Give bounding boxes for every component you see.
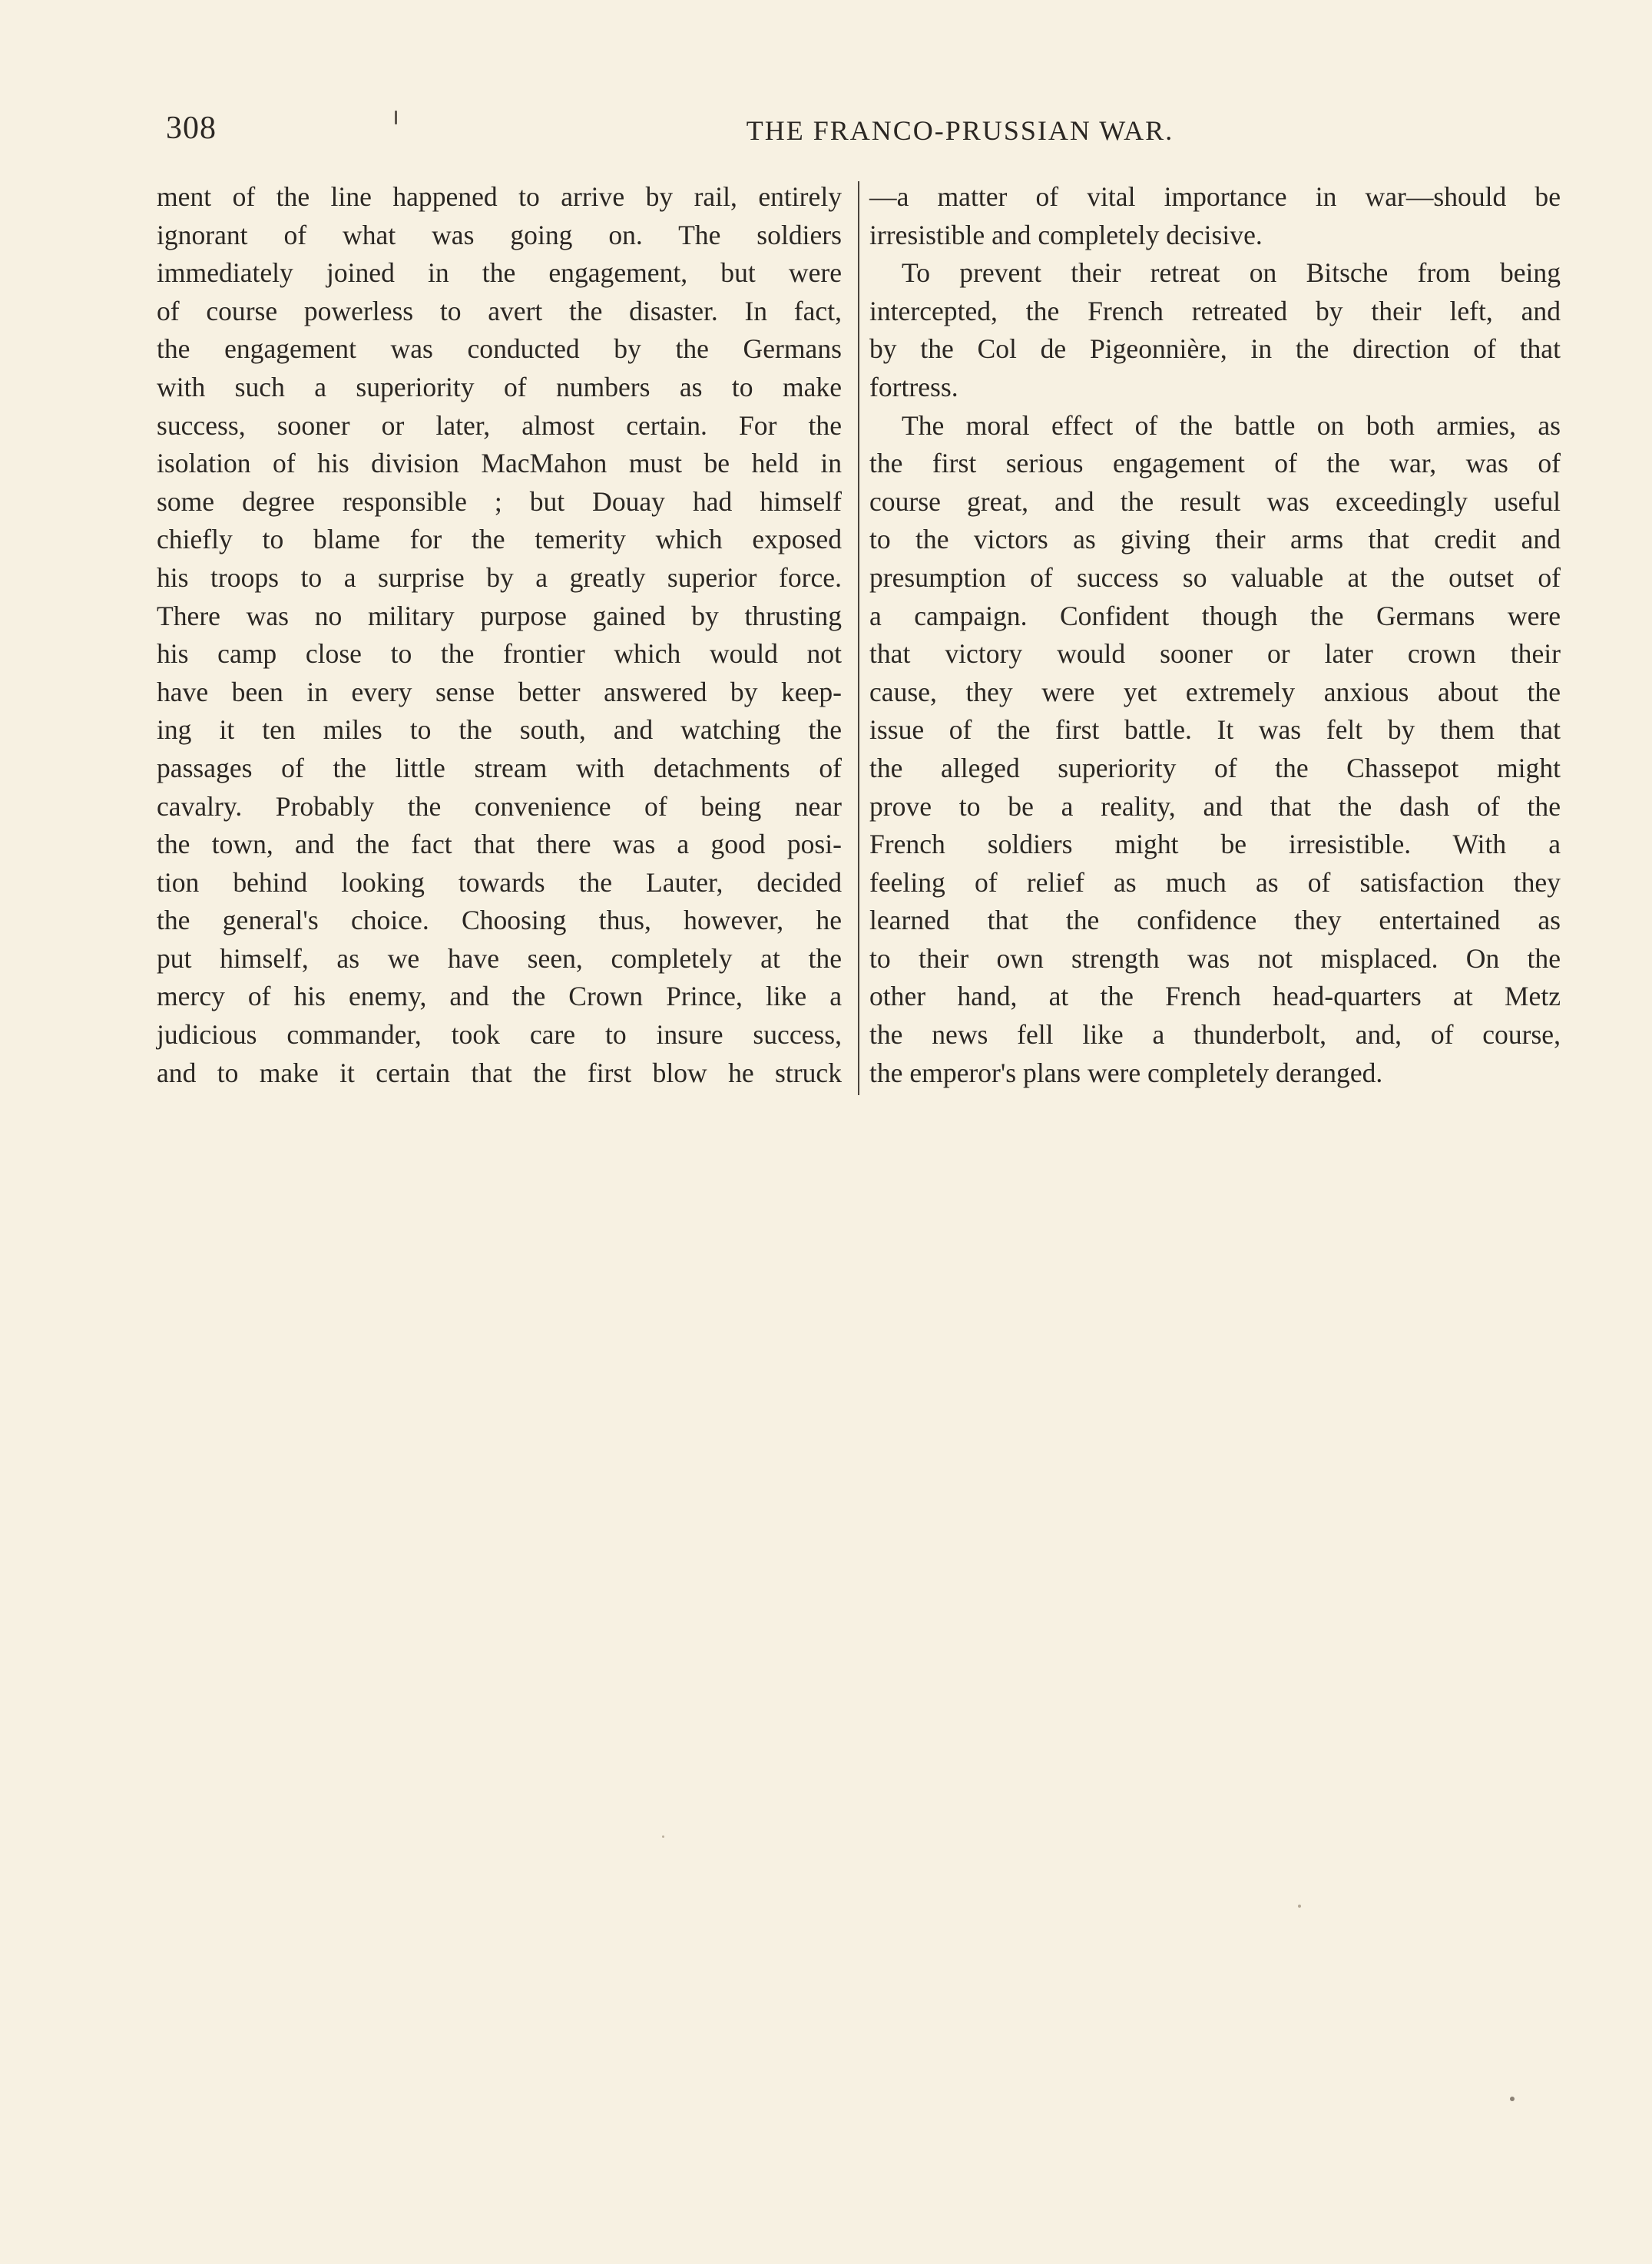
text-line: chiefly to blame for the temerity which exposed <box>157 524 842 555</box>
text-line: ment of the line happened to arrive by rail, entirely <box>157 181 842 212</box>
text-line: There was no military purpose gained by thrusting <box>157 600 842 631</box>
text-line: the first serious engagement of the war, was of <box>869 448 1561 479</box>
text-line: course great, and the result was exceedingly useful <box>869 485 1561 517</box>
text-line: passages of the little stream with detachments of <box>157 752 842 783</box>
text-line: judicious commander, took care to insure success, <box>157 1019 842 1051</box>
text-line: the emperor's plans were completely deranged. <box>869 1057 1383 1088</box>
text-line: the alleged superiority of the Chassepot might <box>869 752 1561 783</box>
text-line: other hand, at the French head-quarters at Metz <box>869 981 1561 1012</box>
text-line: prove to be a reality, and that the dash of the <box>869 790 1561 822</box>
text-line: the engagement was conducted by the Germans <box>157 333 842 365</box>
text-line: cause, they were yet extremely anxious about the <box>869 676 1561 707</box>
text-line: the general's choice. Choosing thus, however, he <box>157 905 842 936</box>
text-line: by the Col de Pigeonnière, in the direction of that <box>869 333 1561 365</box>
column-divider <box>858 181 859 1095</box>
text-line: fortress. <box>869 371 958 402</box>
text-line: The moral effect of the battle on both armies, as <box>902 409 1561 441</box>
text-line: some degree responsible ; but Douay had himself <box>157 485 842 517</box>
text-line: of course powerless to avert the disaster. In fact, <box>157 295 842 326</box>
text-line: ignorant of what was going on. The soldiers <box>157 219 842 250</box>
running-head: THE FRANCO-PRUSSIAN WAR. <box>746 115 1174 146</box>
text-line: isolation of his division MacMahon must be held in <box>157 448 842 479</box>
text-line: his troops to a surprise by a greatly superior force. <box>157 561 842 593</box>
page-number: 308 <box>166 111 217 146</box>
paper-speck <box>662 1835 664 1838</box>
text-line: to their own strength was not misplaced. On the <box>869 942 1561 974</box>
text-line: —a matter of vital importance in war—should be <box>869 181 1561 212</box>
text-line: intercepted, the French retreated by their left, and <box>869 295 1561 326</box>
text-line: cavalry. Probably the convenience of being near <box>157 790 842 822</box>
text-line: the news fell like a thunderbolt, and, of course, <box>869 1019 1561 1051</box>
text-line: feeling of relief as much as of satisfaction they <box>869 866 1561 898</box>
text-line: and to make it certain that the first blow he struck <box>157 1057 842 1088</box>
text-line: French soldiers might be irresistible. With a <box>869 829 1561 860</box>
text-line: ing it ten miles to the south, and watching the <box>157 714 842 746</box>
text-line: to the victors as giving their arms that credit and <box>869 524 1561 555</box>
text-line: learned that the confidence they entertained as <box>869 905 1561 936</box>
text-line: put himself, as we have seen, completely at the <box>157 942 842 974</box>
text-line: with such a superiority of numbers as to make <box>157 371 842 402</box>
text-line: issue of the first battle. It was felt by them that <box>869 714 1561 746</box>
text-line: a campaign. Confident though the Germans were <box>869 600 1561 631</box>
text-line: his camp close to the frontier which would not <box>157 638 842 670</box>
text-line: have been in every sense better answered by keep- <box>157 676 842 707</box>
paper-speck <box>1510 2097 1515 2101</box>
text-line: success, sooner or later, almost certain. For the <box>157 409 842 441</box>
text-line: tion behind looking towards the Lauter, decided <box>157 866 842 898</box>
text-line: the town, and the fact that there was a good posi- <box>157 829 842 860</box>
text-line: immediately joined in the engagement, but were <box>157 257 842 289</box>
text-line: presumption of success so valuable at the outset of <box>869 561 1561 593</box>
text-line: To prevent their retreat on Bitsche from being <box>902 257 1561 289</box>
paper-speck <box>1298 1905 1301 1908</box>
text-line: mercy of his enemy, and the Crown Prince, like a <box>157 981 842 1012</box>
text-column-left <box>157 178 842 1092</box>
text-column-right <box>869 178 1561 1092</box>
paper-speck <box>395 111 397 124</box>
text-line: that victory would sooner or later crown their <box>869 638 1561 670</box>
text-line: irresistible and completely decisive. <box>869 219 1263 250</box>
